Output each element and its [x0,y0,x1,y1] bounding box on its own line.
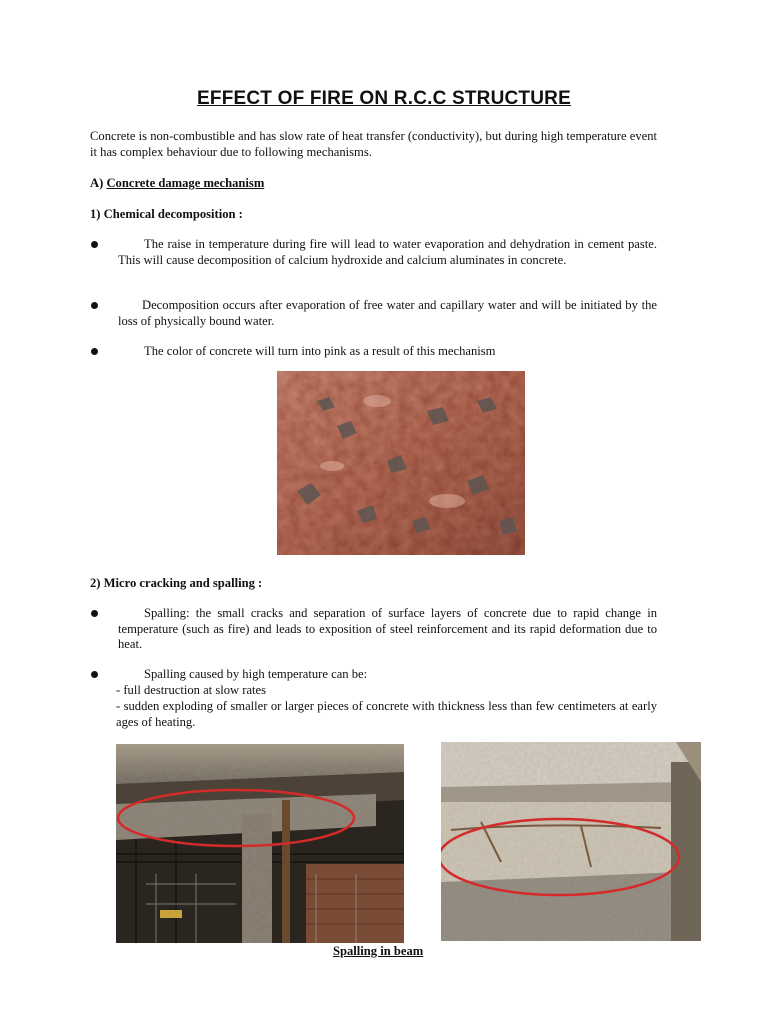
section-a-label: Concrete damage mechanism [106,176,265,190]
sub1-heading: 1) Chemical decomposition : [90,207,243,221]
section-a-prefix: A) [90,176,104,190]
bullet-icon [91,610,98,617]
sub2-dash-2: - sudden exploding of smaller or larger pieces of concrete with thickness less than few centimeters at early ages of heating. [116,699,657,729]
sub2-bullet-1: Spalling: the small cracks and separation of surface layers of concrete due to rapid change in temperature (such as fire) and leads to exposition of steel reinforcement and its rapid deformation due to heat. [118,606,657,651]
sub2-dash-1: - full destruction at slow rates [116,683,267,697]
page-title: EFFECT OF FIRE ON R.C.C STRUCTURE [197,88,571,109]
bullet-icon [91,302,98,309]
figure-caption: Spalling in beam [333,944,424,958]
sub2-heading: 2) Micro cracking and spalling : [90,576,263,590]
pink-concrete-photo [277,371,525,555]
spalling-beam-photo-right [441,742,701,941]
bullet-icon [91,671,98,678]
sub2-bullet-2: Spalling caused by high temperature can be: [144,667,368,681]
spalling-beam-photo-left [116,744,404,943]
sub1-bullet-3: The color of concrete will turn into pink as a result of this mechanism [144,344,496,358]
bullet-icon [91,241,98,248]
section-a-heading [90,176,264,191]
intro-paragraph: Concrete is non-combustible and has slow rate of heat transfer (conductivity), but during high temperature event it has complex behaviour due to following mechanisms. [90,129,657,159]
sub1-bullet-2: Decomposition occurs after evaporation of free water and capillary water and will be initiated by the loss of physically bound water. [118,298,657,328]
sub1-bullet-1: The raise in temperature during fire will lead to water evaporation and dehydration in cement paste. This will cause decomposition of calcium hydroxide and calcium aluminates in concrete. [118,237,657,267]
bullet-icon [91,348,98,355]
